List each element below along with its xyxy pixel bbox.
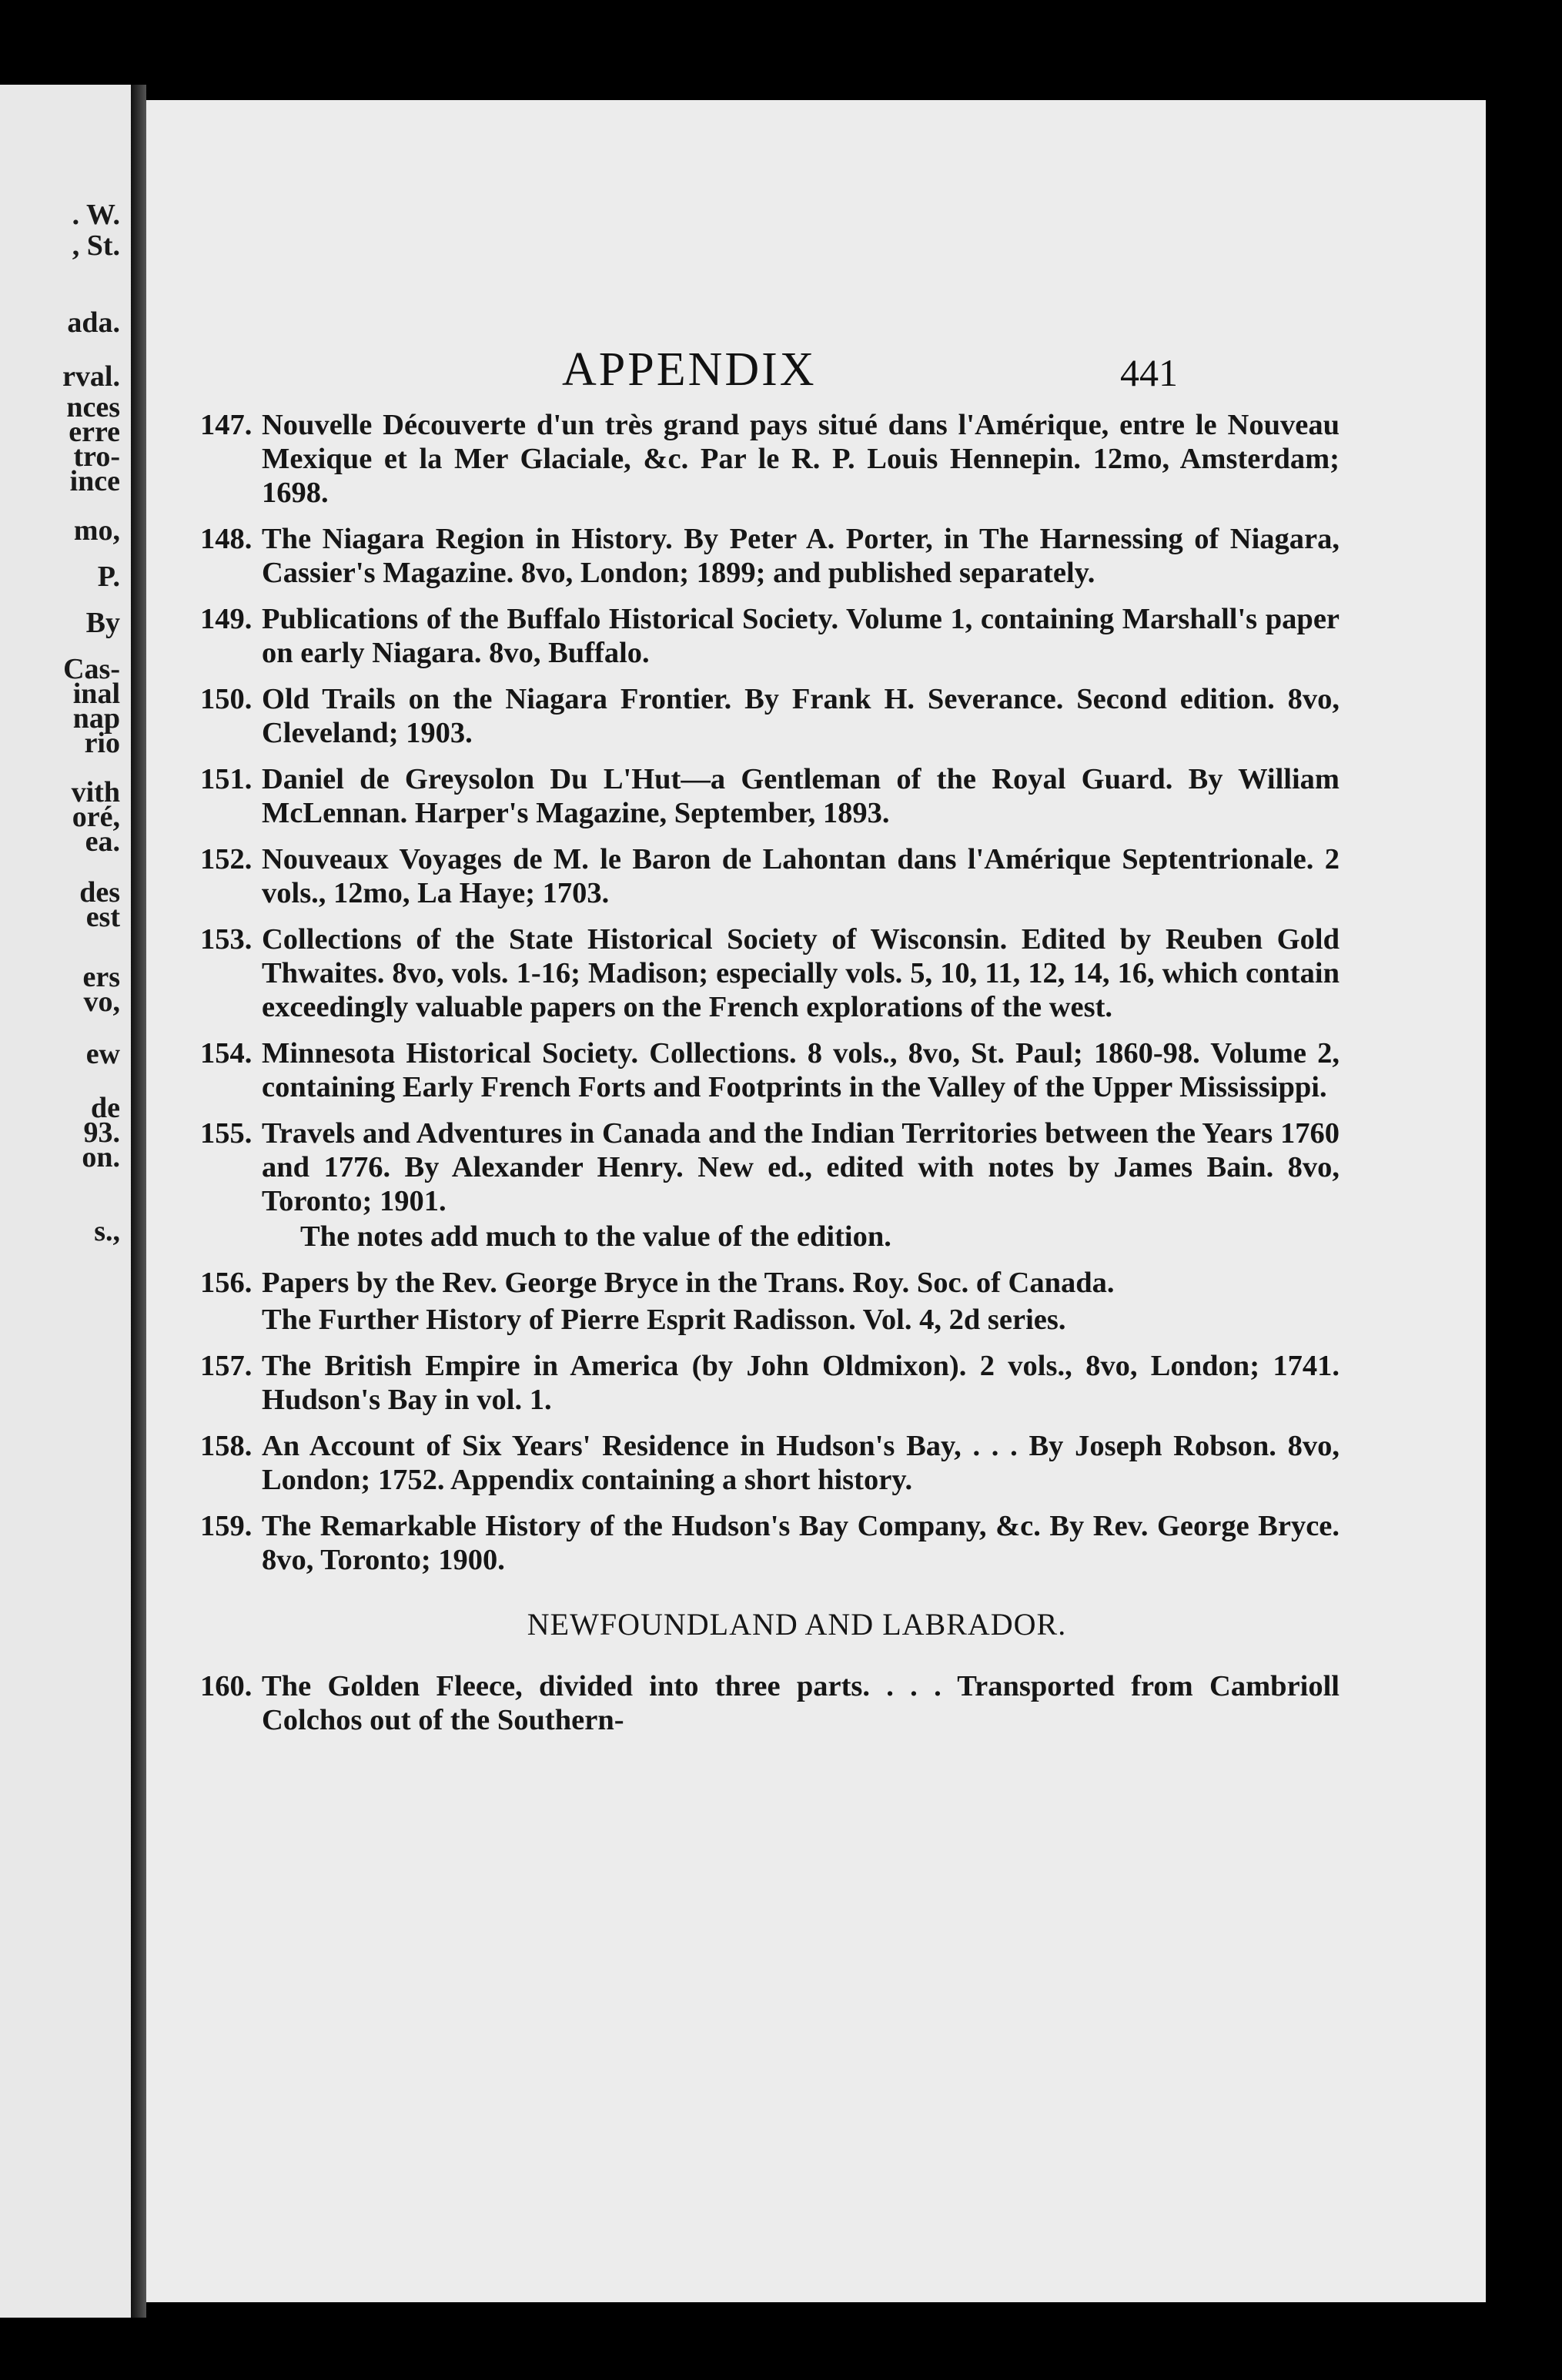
- bibliography-entry: [200, 842, 1340, 910]
- previous-page-text-fragment: 93.: [83, 1116, 120, 1149]
- bibliography-entry: [200, 682, 1340, 750]
- entry-text: The British Empire in America (by John Oldmixon). 2 vols., 8vo, London; 1741. Hudson's Bay in vol. 1.: [262, 1350, 1340, 1416]
- page-number: 441: [1120, 351, 1178, 394]
- bibliography-entry: [200, 408, 1340, 510]
- previous-page-text-fragment: nap: [72, 702, 120, 735]
- entry-text: Papers by the Rev. George Bryce in the Trans. Roy. Soc. of Canada.: [262, 1267, 1115, 1299]
- previous-page-text-fragment: ew: [85, 1038, 120, 1070]
- bibliography-entry: [200, 1266, 1340, 1337]
- running-title: APPENDIX: [562, 343, 817, 396]
- previous-page-edge: [0, 85, 131, 2318]
- previous-page-text-fragment: erre: [69, 416, 120, 448]
- previous-page-text-fragment: P.: [97, 561, 120, 593]
- entry-text: Nouveaux Voyages de M. le Baron de Lahontan dans l'Amérique Septentrionale. 2 vols., 12mo, La Haye; 1703.: [262, 843, 1340, 909]
- previous-page-text-fragment: mo,: [73, 514, 120, 547]
- previous-page-text-fragment: Cas-: [63, 653, 120, 685]
- previous-page-text-fragment: vo,: [83, 986, 120, 1018]
- bibliography-entry: [200, 762, 1340, 830]
- previous-page-text-fragment: s.,: [94, 1215, 120, 1247]
- entry-number: 154.: [200, 1037, 253, 1069]
- entry-number: 149.: [200, 603, 253, 635]
- entry-number: 148.: [200, 523, 253, 555]
- entry-number: 159.: [200, 1510, 253, 1542]
- previous-page-text-fragment: rval.: [62, 360, 120, 393]
- entry-text: An Account of Six Years' Residence in Hudson's Bay, . . . By Joseph Robson. 8vo, London; 1752. Appendix containing a short history.: [262, 1430, 1340, 1496]
- entry-number: 158.: [200, 1430, 253, 1462]
- entry-text: Collections of the State Historical Society of Wisconsin. Edited by Reuben Gold Thwaites. 8vo, vols. 1-16; Madison; especially vols. 5, 10, 11, 12, 14, 16, which contain exceedingly valuable papers on the French explorations of the west.: [262, 923, 1340, 1023]
- entry-number: 155.: [200, 1117, 253, 1150]
- previous-page-text-fragment: vith: [71, 776, 120, 808]
- bibliography-entry: [200, 1429, 1340, 1497]
- previous-page-text-fragment: ea.: [85, 825, 120, 858]
- previous-page-text-fragment: de: [91, 1092, 120, 1124]
- bibliography-list: [200, 408, 1340, 1749]
- bibliography-entry: [200, 1036, 1340, 1104]
- previous-page-text-fragment: ince: [69, 465, 120, 497]
- previous-page-text-fragment: By: [85, 607, 120, 639]
- entry-text: Minnesota Historical Society. Collections. 8 vols., 8vo, St. Paul; 1860-98. Volume 2, containing Early French Forts and Footprints in the Valley of the Upper Mississippi.: [262, 1037, 1340, 1103]
- page-header: [146, 343, 1486, 412]
- entry-number: 160.: [200, 1670, 253, 1702]
- entry-text: Old Trails on the Niagara Frontier. By Frank H. Severance. Second edition. 8vo, Cleveland; 1903.: [262, 683, 1340, 749]
- previous-page-text-fragment: oré,: [72, 801, 120, 833]
- previous-page-text-fragment: , St.: [72, 229, 120, 262]
- entry-number: 156.: [200, 1267, 253, 1299]
- previous-page-text-fragment: nces: [66, 391, 120, 423]
- bibliography-entry: [200, 1509, 1340, 1577]
- previous-page-text-fragment: des: [79, 876, 120, 909]
- entry-number: 153.: [200, 923, 253, 956]
- previous-page-text-fragment: . W.: [72, 199, 120, 231]
- entry-text: The Remarkable History of the Hudson's Bay Company, &c. By Rev. George Bryce. 8vo, Toronto; 1900.: [262, 1510, 1340, 1576]
- entry-number: 157.: [200, 1350, 253, 1382]
- entry-number: 151.: [200, 763, 253, 795]
- entry-subitem: The Further History of Pierre Esprit Radisson. Vol. 4, 2d series.: [262, 1304, 1066, 1336]
- bibliography-entry: [200, 1669, 1340, 1737]
- entry-text: The Niagara Region in History. By Peter A. Porter, in The Harnessing of Niagara, Cassier's Magazine. 8vo, London; 1899; and published separately.: [262, 523, 1340, 589]
- bibliography-entry: [200, 602, 1340, 670]
- bibliography-entry: [200, 1116, 1340, 1254]
- bibliography-entry: [200, 1349, 1340, 1417]
- previous-page-text-fragment: ers: [82, 961, 120, 993]
- entry-text: Publications of the Buffalo Historical Society. Volume 1, containing Marshall's paper on early Niagara. 8vo, Buffalo.: [262, 603, 1340, 669]
- bibliography-entry: [200, 522, 1340, 590]
- entry-number: 152.: [200, 843, 253, 875]
- entry-number: 150.: [200, 683, 253, 715]
- previous-page-text-fragment: ada.: [67, 306, 120, 339]
- entry-text: The Golden Fleece, divided into three parts. . . . Transported from Cambrioll Colchos out of the Southern-: [262, 1670, 1340, 1736]
- previous-page-text-fragment: on.: [82, 1141, 120, 1173]
- entry-number: 147.: [200, 409, 253, 441]
- entry-note: The notes add much to the value of the edition.: [300, 1220, 891, 1253]
- entry-text: Daniel de Greysolon Du L'Hut—a Gentleman of the Royal Guard. By William McLennan. Harper's Magazine, September, 1893.: [262, 763, 1340, 829]
- book-page: [146, 100, 1486, 2302]
- book-gutter: [131, 85, 146, 2318]
- previous-page-text-fragment: est: [85, 901, 120, 933]
- entry-text: Travels and Adventures in Canada and the Indian Territories between the Years 1760 and 1776. By Alexander Henry. New ed., edited with notes by James Bain. 8vo, Toronto; 1901.: [262, 1117, 1340, 1217]
- previous-page-text-fragment: rio: [84, 727, 120, 759]
- section-heading: NEWFOUNDLAND AND LABRADOR.: [527, 1607, 1067, 1642]
- bibliography-entry: [200, 922, 1340, 1024]
- entry-text: Nouvelle Découverte d'un très grand pays situé dans l'Amérique, entre le Nouveau Mexique et la Mer Glaciale, &c. Par le R. P. Louis Hennepin. 12mo, Amsterdam; 1698.: [262, 409, 1340, 509]
- scan-margin: [1486, 85, 1562, 2318]
- previous-page-text-fragment: tro-: [73, 440, 120, 473]
- previous-page-text-fragment: inal: [72, 678, 120, 710]
